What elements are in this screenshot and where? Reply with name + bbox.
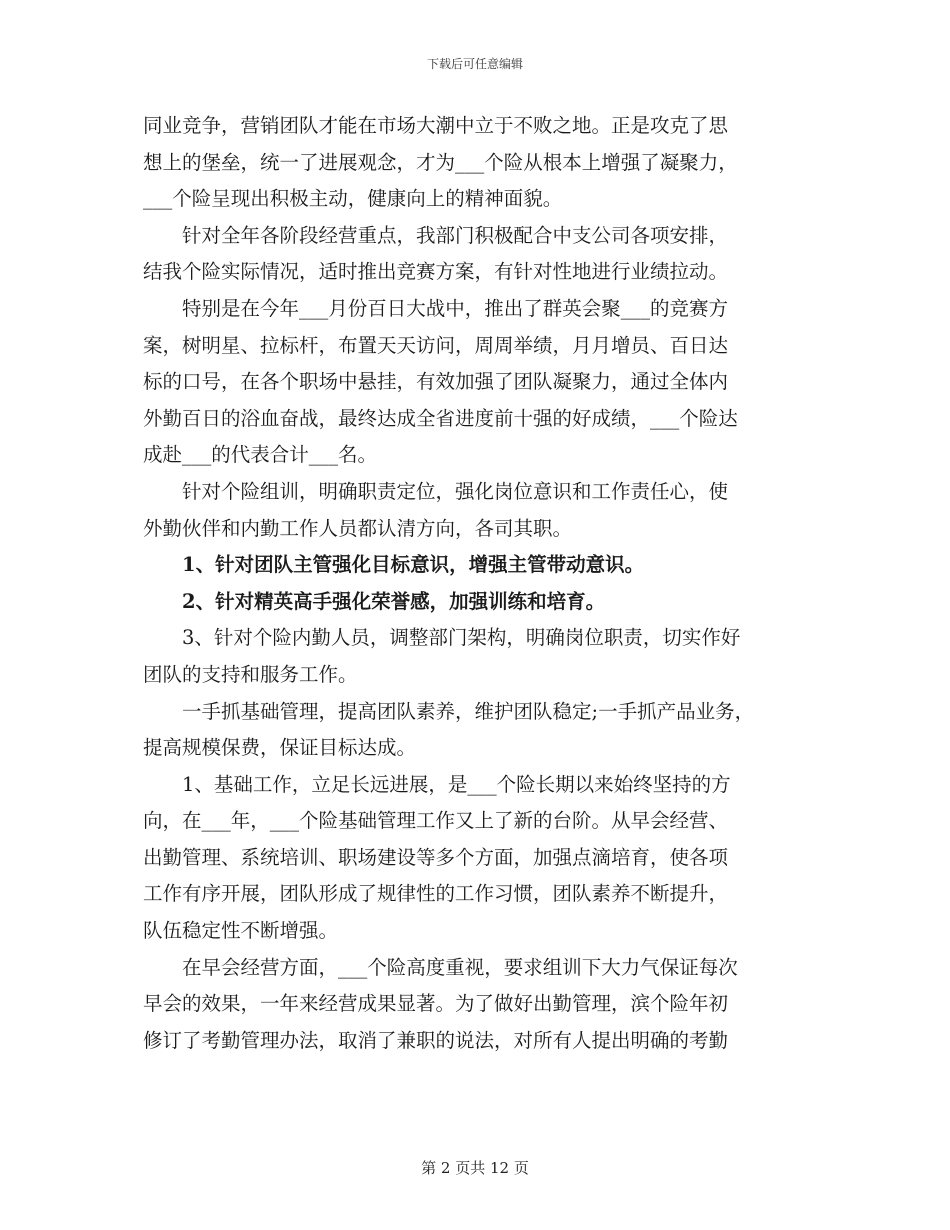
text-line: 同业竞争，营销团队才能在市场大潮中立于不败之地。正是攻克了思 bbox=[143, 114, 729, 137]
page-header: 下载后可任意编辑 bbox=[426, 57, 523, 71]
paragraph-9 bbox=[143, 767, 813, 950]
text-line: 想上的堡垒，统一了进展观念，才为___个险从根本上增强了凝聚力， bbox=[143, 150, 738, 174]
text-line: 案，树明星、拉标杆，布置天天访问，周周举绩，月月增员、百日达 bbox=[143, 333, 729, 357]
text-line: 工作有序开展，团队形成了规律性的工作习惯，团队素养不断提升， bbox=[143, 882, 729, 906]
paragraph-4 bbox=[143, 474, 813, 547]
text-line: 针对全年各阶段经营重点，我部门积极配合中支公司各项安排， bbox=[182, 223, 729, 247]
text-line: 外勤伙伴和内勤工作人员都认清方向，各司其职。 bbox=[143, 516, 573, 540]
text-line: 标的口号，在各个职场中悬挂，有效加强了团队凝聚力，通过全体内 bbox=[143, 370, 729, 394]
page-footer: 第 2 页共 12 页 bbox=[421, 1159, 529, 1177]
text-line: 成赴___的代表合计___名。 bbox=[143, 443, 378, 467]
text-line: 出勤管理、系统培训、职场建设等多个方面，加强点滴培育，使各项 bbox=[143, 845, 729, 869]
text-line: 早会的效果，一年来经营成果显著。为了做好出勤管理，滨个险年初 bbox=[143, 992, 729, 1016]
text-line: 针对个险组训，明确职责定位，强化岗位意识和工作责任心，使 bbox=[182, 479, 729, 503]
paragraph-10 bbox=[143, 950, 813, 1060]
bold-item-1 bbox=[143, 547, 813, 584]
text-line: 队伍稳定性不断增强。 bbox=[143, 919, 339, 943]
paragraph-1 bbox=[143, 108, 813, 218]
bold-item-2 bbox=[143, 584, 813, 621]
text-line: 修订了考勤管理办法，取消了兼职的说法，对所有人提出明确的考勤 bbox=[143, 1028, 729, 1052]
text-line: 提高规模保费，保证目标达成。 bbox=[143, 736, 417, 760]
document-body bbox=[143, 108, 813, 1059]
paragraph-8 bbox=[143, 694, 813, 767]
text-line: 特别是在今年___月份百日大战中，推出了群英会聚___的竞赛方 bbox=[182, 296, 729, 320]
text-line: 2、针对精英高手强化荣誉感，加强训练和培育。 bbox=[182, 589, 606, 613]
text-line: 外勤百日的浴血奋战，最终达成全省进度前十强的好成绩，___个险达 bbox=[143, 406, 738, 430]
text-line: 团队的支持和服务工作。 bbox=[143, 662, 358, 686]
text-line: 结我个险实际情况，适时推出竞赛方案，有针对性地进行业绩拉动。 bbox=[143, 260, 729, 284]
text-line: 3、针对个险内勤人员，调整部门架构，明确岗位职责，切实作好 bbox=[182, 626, 741, 650]
text-line: 向，在___年，___个险基础管理工作又上了新的台阶。从早会经营、 bbox=[143, 809, 729, 833]
paragraph-2 bbox=[143, 218, 813, 291]
text-line: 一手抓基础管理，提高团队素养，维护团队稳定;一手抓产品业务， bbox=[182, 699, 755, 723]
text-line: 1、基础工作，立足长远进展，是___个险长期以来始终坚持的方 bbox=[182, 772, 731, 796]
text-line: 1、针对团队主管强化目标意识，增强主管带动意识。 bbox=[182, 553, 645, 577]
text-line: ___个险呈现出积极主动，健康向上的精神面貌。 bbox=[143, 187, 563, 211]
text-line: 在早会经营方面，___个险高度重视，要求组训下大力气保证每次 bbox=[182, 955, 738, 979]
paragraph-3 bbox=[143, 291, 813, 474]
paragraph-7 bbox=[143, 620, 813, 693]
